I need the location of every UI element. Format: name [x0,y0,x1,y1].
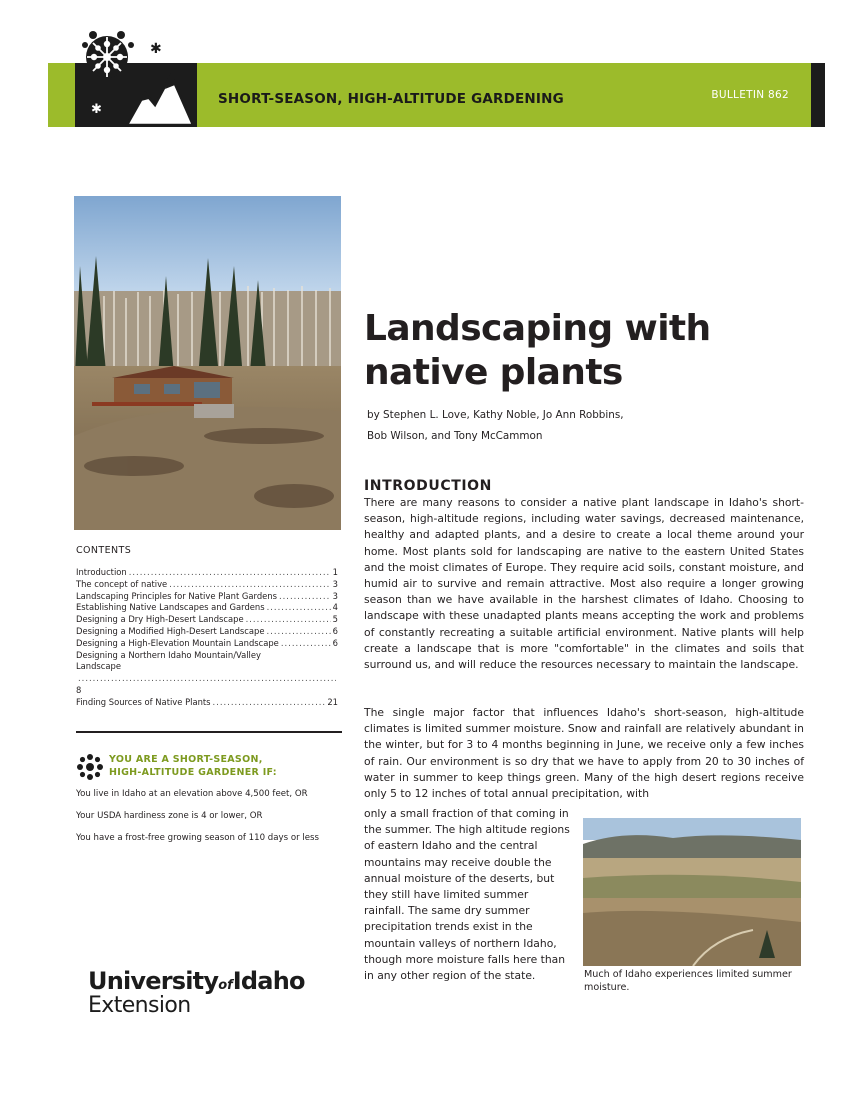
authors: by Stephen L. Love, Kathy Noble, Jo Ann Robbins, Bob Wilson, and Tony McCammon [367,409,624,442]
toc-entry: Landscaping Principles for Native Plant Gardens ..... 3 [76,591,338,603]
paragraph: The single major factor that influences Idaho's short-season, high-altitude climates is limited summer moisture. Snow and rainfall are relatively abundant in the winter, but for 3 to 4 months beginning in June, we receive only a few inches of rain. Our environment is so dry that we have to apply from 20 to 30 inches of water in summer to keep things green. Many of the high desert regions receive only 5 to 12 inches of total annual precipitation, with [364,706,804,801]
gardener-criterion: You live in Idaho at an elevation above 4,500 feet, OR [76,789,308,799]
paragraph: There are many reasons to consider a native plant landscape in Idaho's short-season, high-altitude regions, including water savings, decreased maintenance, healthy and adapted plants, and a desire to create a local theme around your home. Most plants sold for landscaping are native to the eastern United States and the moist climates of Europe. They require acid soils, constant moisture, and humid air to survive and remain attractive. Most also require a longer growing season than we have available in the harshest climates of Idaho. Choosing to landscape with these unadapted plants means accepting the work and problems of constantly recreating a suitable artificial environment. Native plants will help create a landscape that is more "comfortable" in the climates and soils that surround us, and will reduce the resources necessary to maintain the landscape. [364,496,804,672]
toc-entry: Designing a Modified High-Desert Landscape ..... 6 [76,626,338,638]
divider [76,731,342,733]
toc-entry: Finding Sources of Native Plants ..... 21 [76,697,338,709]
toc-entry: The concept of native ..... 3 [76,579,338,591]
snowflake-mountain-logo-icon [75,25,200,133]
introduction-heading: INTRODUCTION [364,478,492,494]
toc-entry: Establishing Native Landscapes and Gardens ..... 4 [76,602,338,614]
page-title: Landscaping with native plants [364,308,711,393]
paragraph: only a small fraction of that coming in the summer. The high altitude regions of eastern Idaho and the central mountains may receive double the annual moisture of the deserts, but they still have limited summer rainfall. The same dry summer precipitation trends exist in the mountain valleys of northern Idaho, though more moisture falls here than in any other region of the state. [364,807,570,983]
snowflake-icon [76,753,104,781]
valley-landscape-photo-icon [583,818,801,966]
table-of-contents [76,567,338,709]
gardener-criterion: You have a frost-free growing season of 110 days or less [76,833,319,843]
landscape-photo-log-home-icon [74,196,341,530]
contents-heading: CONTENTS [76,545,132,556]
toc-entry: Designing a Dry High-Desert Landscape ..... 5 [76,614,338,626]
bulletin-number: BULLETIN 862 [711,89,789,101]
university-of-idaho-logo: UniversityofIdaho Extension [88,967,305,1018]
gardener-criterion: Your USDA hardiness zone is 4 or lower, OR [76,811,263,821]
gardener-heading: YOU ARE A SHORT-SEASON, HIGH-ALTITUDE GARDENER IF: [109,754,277,778]
toc-entry: Designing a Northern Idaho Mountain/Valley Landscape ..... 8 [76,650,338,697]
photo-caption: Much of Idaho experiences limited summer moisture. [584,969,792,993]
toc-entry: Designing a High-Elevation Mountain Landscape ..... 6 [76,638,338,650]
series-title: SHORT-SEASON, HIGH-ALTITUDE GARDENING [218,91,564,107]
svg-text:✱: ✱ [91,102,102,117]
svg-text:✱: ✱ [150,41,162,57]
banner-dark-edge [811,63,825,127]
toc-entry: Introduction ..... 1 [76,567,338,579]
